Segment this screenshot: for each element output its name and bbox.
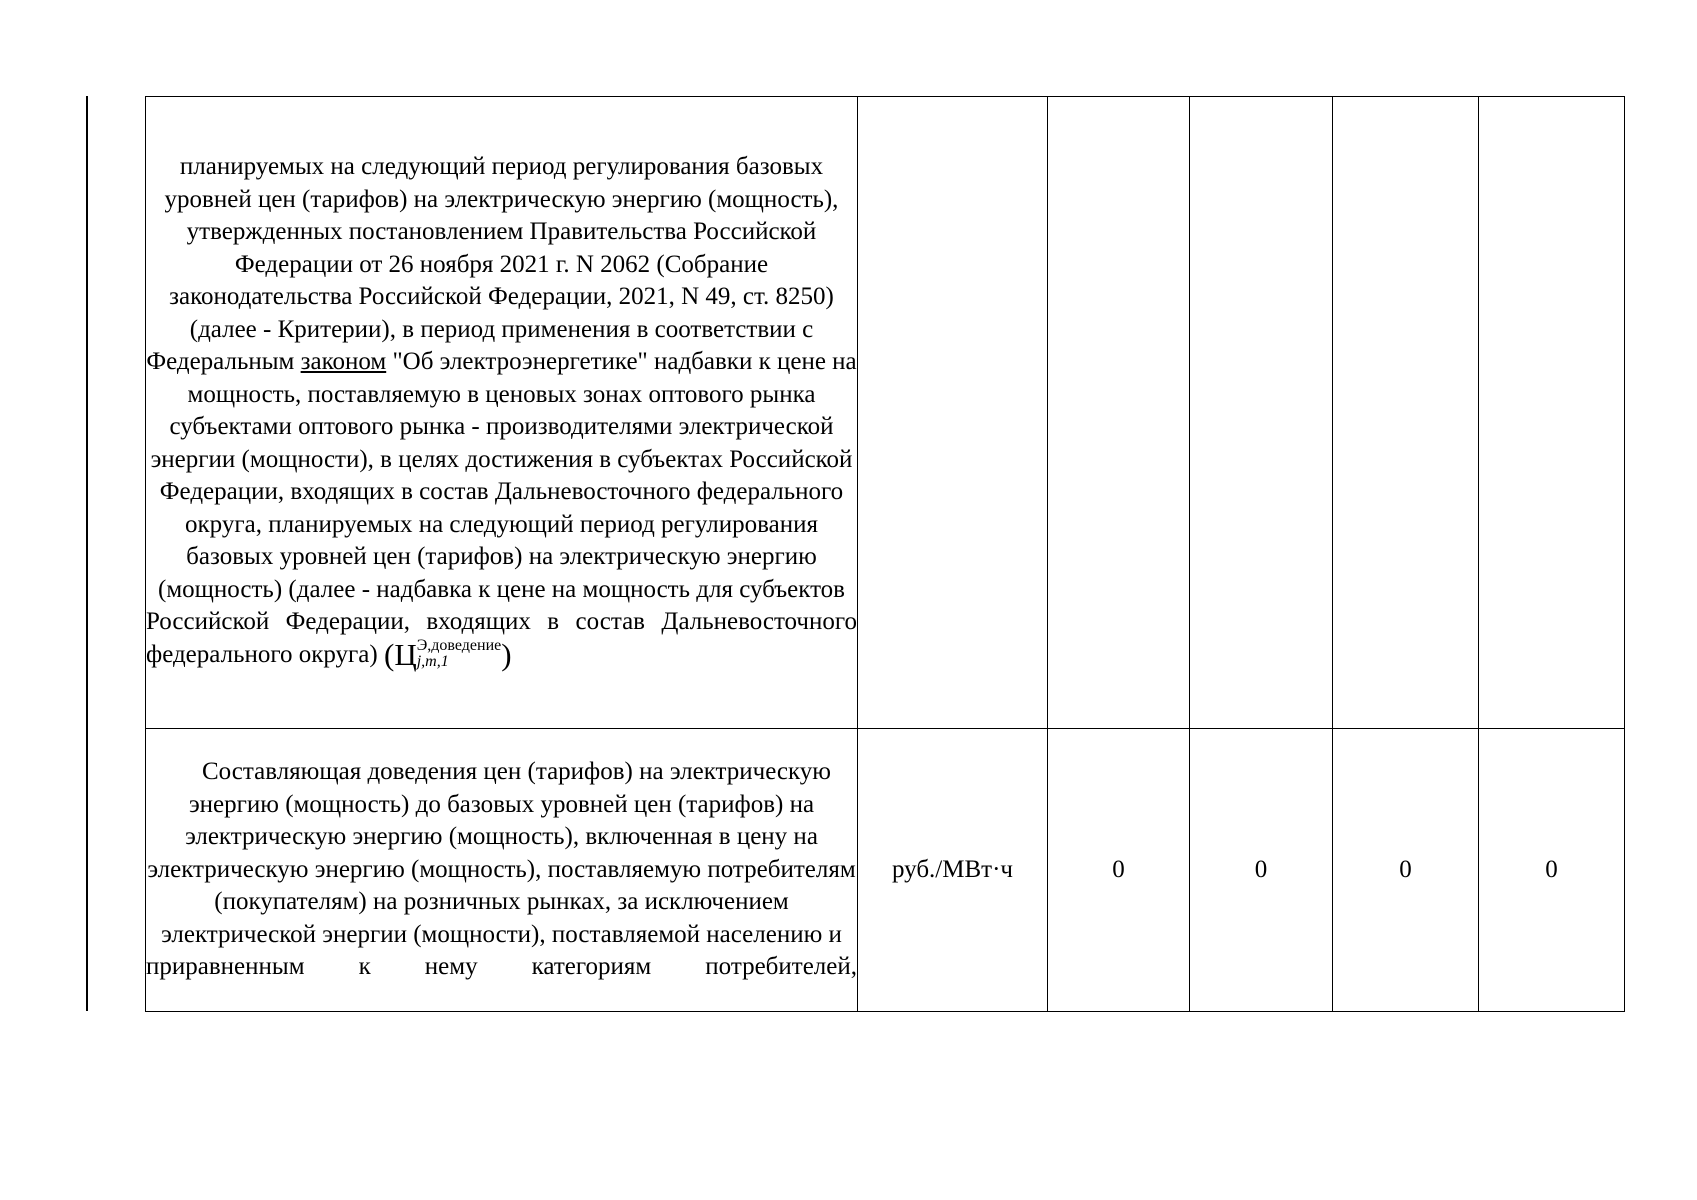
tariff-table bbox=[145, 96, 1625, 1012]
row1-description-cell bbox=[146, 97, 858, 729]
law-link[interactable]: законом bbox=[300, 348, 387, 376]
formula-close-paren: ) bbox=[501, 636, 512, 672]
price-formula bbox=[383, 636, 512, 674]
row2-unit-cell: руб./МВт·ч bbox=[858, 729, 1048, 1012]
row2-description-cell bbox=[146, 729, 858, 1012]
formula-open-paren: ( bbox=[383, 636, 395, 672]
formula-subscript: j,m,1 bbox=[416, 652, 449, 670]
row1-text-last-line: федерального округа) bbox=[146, 640, 378, 668]
row2-text: Составляющая доведения цен (тарифов) на электрическую энергию (мощность) до базовых уровней цен (тарифов) на электрическую энергию (мощность), включенная в цену на электрическую энергию (мощность), поставляемую потребителям (покупателям) на розничных рынках, за исключением электрической энергии (мощности), поставляемой населению и приравненным к нему категориям потребителей, bbox=[146, 758, 857, 981]
formula-indices bbox=[417, 638, 502, 670]
formula-superscript: Э,доведение bbox=[416, 636, 502, 654]
row1-text-after-link: "Об электроэнергетике" надбавки к цене на мощность, поставляемую в ценовых зонах оптового рынка субъектами оптового рынка - производителями электрической энергии (мощности), в целях достижения в субъектах Российской Федерации, входящих в состав Дальневосточного федерального округа, планируемых на следующий период регулирования базовых уровней цен (тарифов) на электрическую энергию (мощность) (далее - надбавка к цене на мощность для субъектов Российской Федерации, входящих в состав Дальневосточного bbox=[146, 348, 857, 636]
row1-value-cell bbox=[1479, 97, 1625, 729]
row1-value-cell bbox=[1190, 97, 1333, 729]
page-margin-line bbox=[86, 96, 88, 1011]
row1-value-cell bbox=[1333, 97, 1479, 729]
row2-value-4: 0 bbox=[1479, 729, 1625, 1012]
table-row bbox=[146, 729, 1625, 1012]
row2-value-1: 0 bbox=[1048, 729, 1190, 1012]
row1-unit-cell bbox=[858, 97, 1048, 729]
formula-symbol: Ц bbox=[394, 636, 417, 672]
row1-value-cell bbox=[1048, 97, 1190, 729]
table-row bbox=[146, 97, 1625, 729]
row2-value-2: 0 bbox=[1190, 729, 1333, 1012]
row1-text-before-link: планируемых на следующий период регулирования базовых уровней цен (тарифов) на электрическую энергию (мощность), утвержденных постановлением Правительства Российской Федерации от 26 ноября 2021 г. N 2062 (Собрание законодательства Российской Федерации, 2021, N 49, ст. 8250) (далее - Критерии), в период применения в соответствии с Федеральным bbox=[146, 153, 839, 376]
row2-value-3: 0 bbox=[1333, 729, 1479, 1012]
